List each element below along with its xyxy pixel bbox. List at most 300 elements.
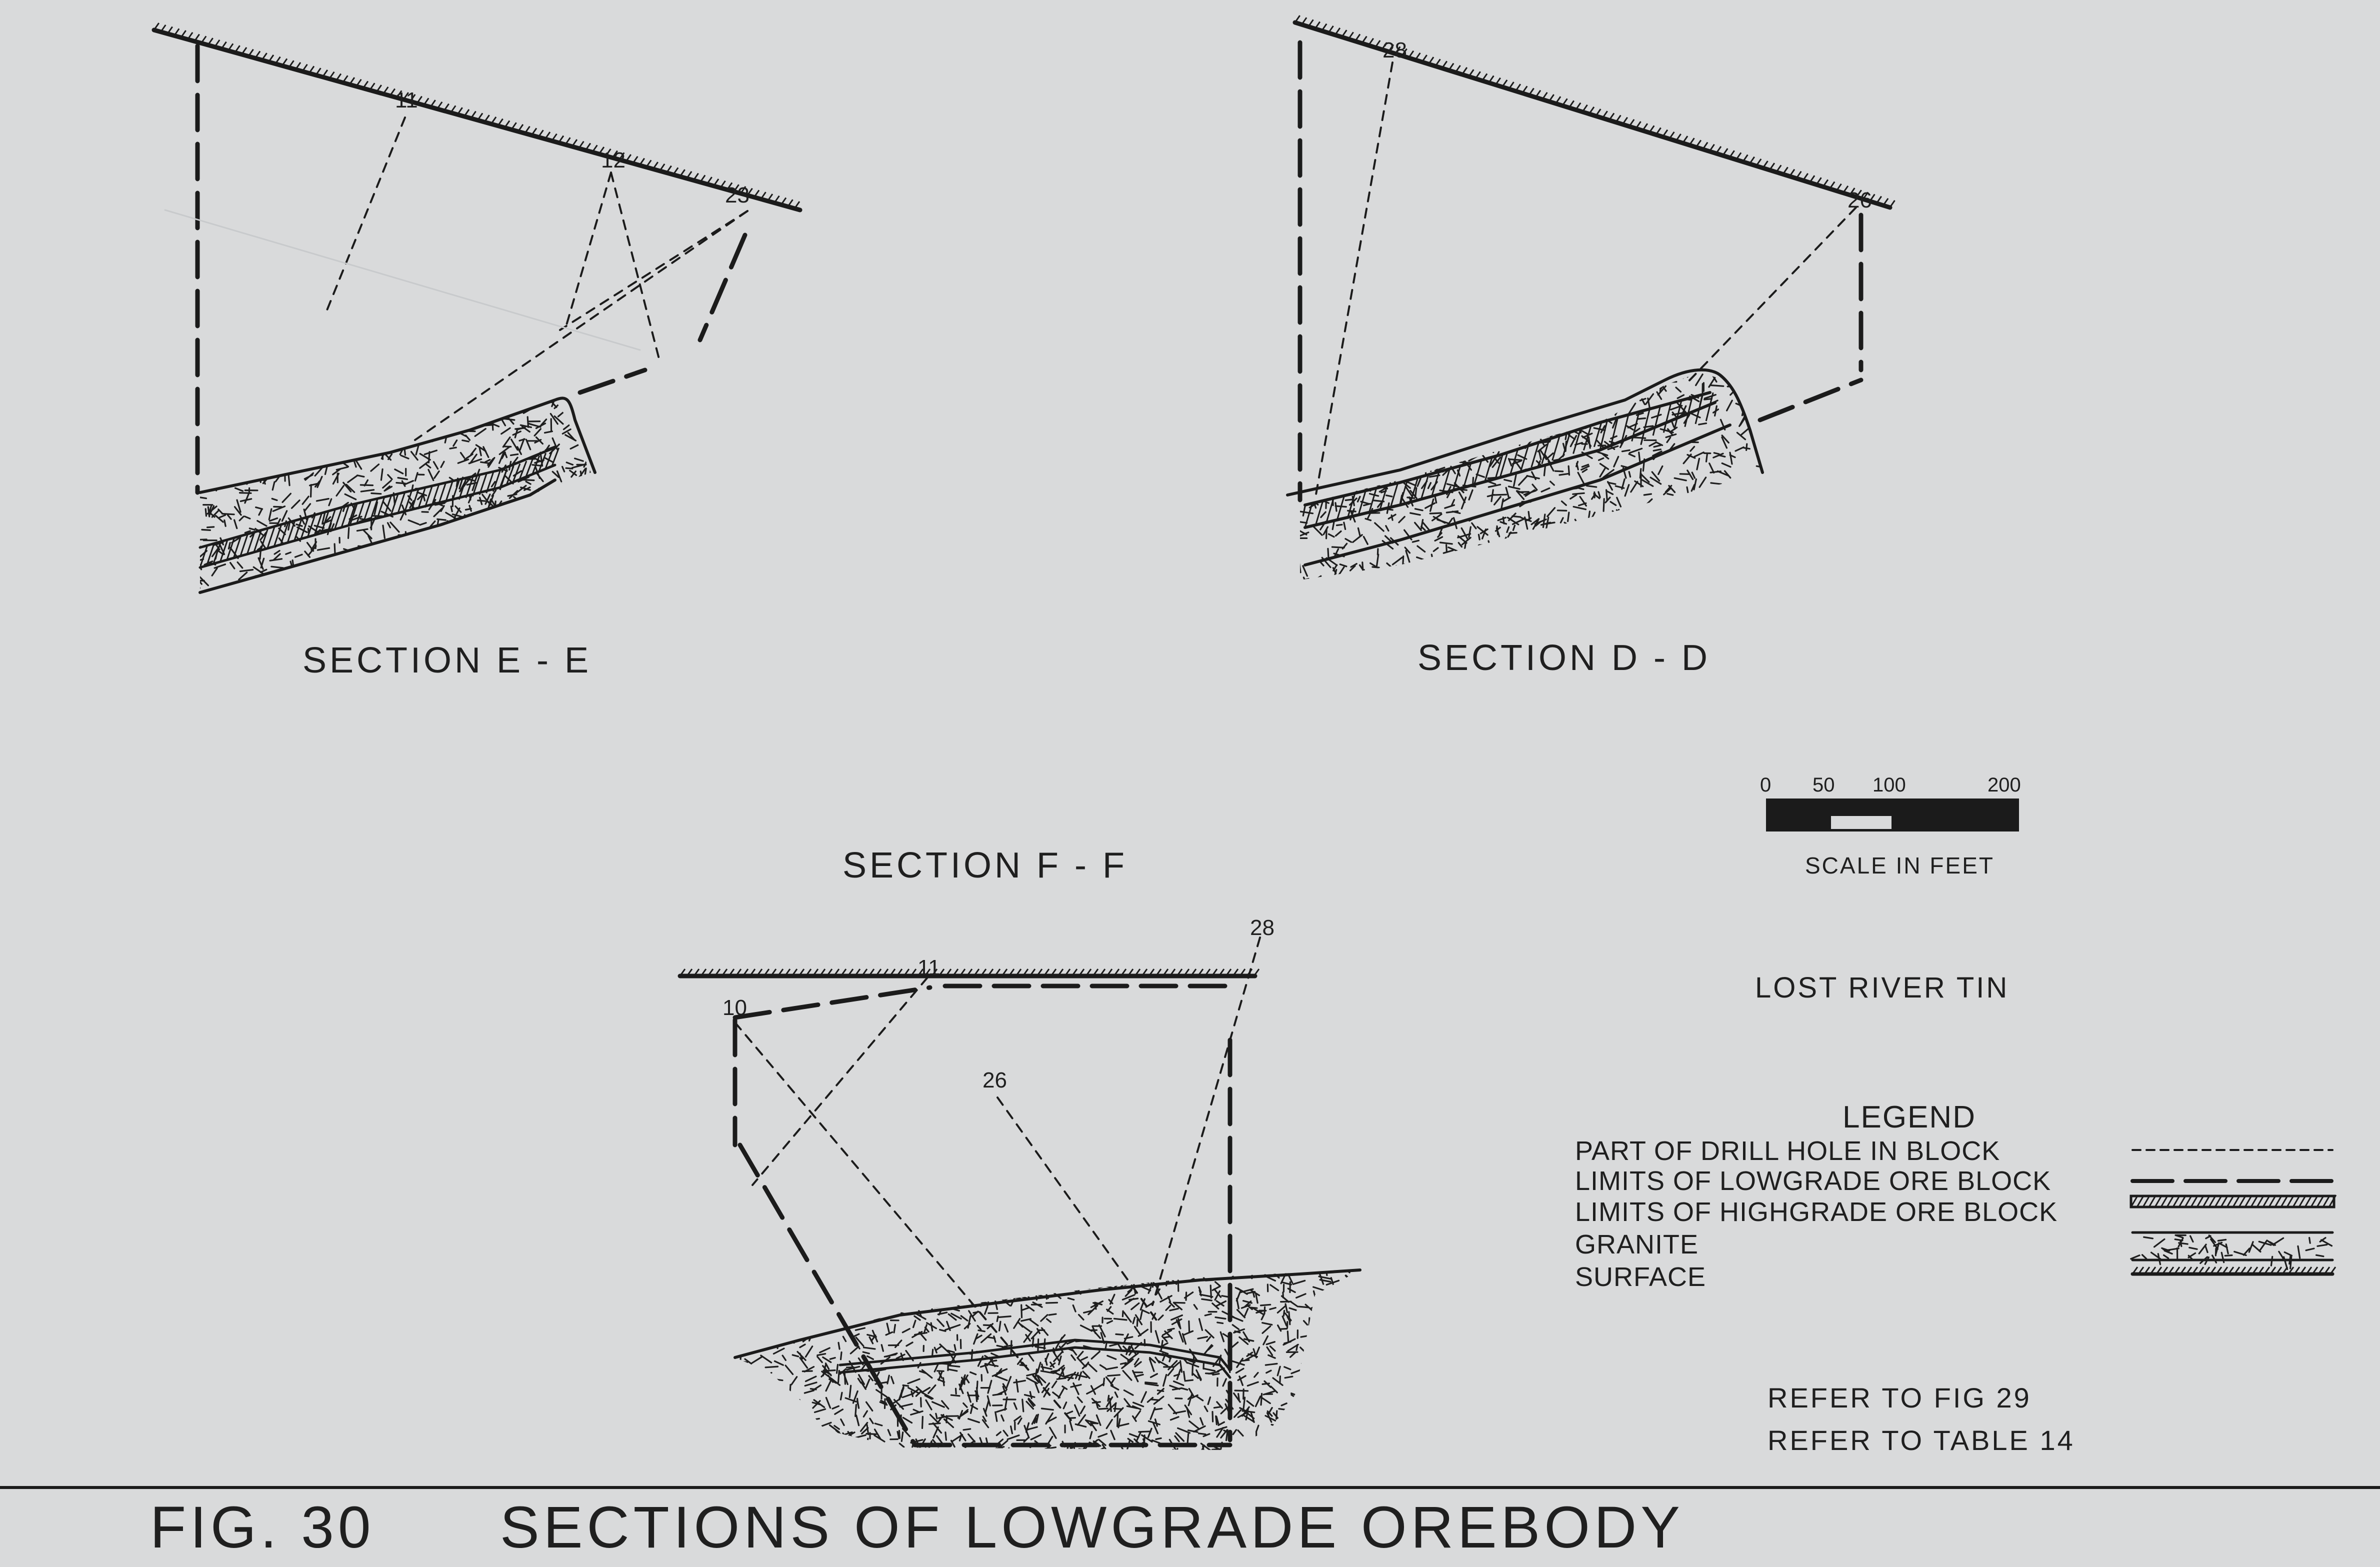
granite-mark xyxy=(974,1312,979,1313)
granite-mark xyxy=(1496,569,1503,571)
granite-mark xyxy=(1711,483,1722,484)
granite-mark xyxy=(588,413,592,422)
granite-mark xyxy=(228,453,239,458)
granite-mark xyxy=(1561,567,1569,577)
highgrade-hatch xyxy=(1474,461,1482,484)
granite-mark xyxy=(1532,581,1542,584)
granite-mark xyxy=(314,457,322,462)
granite-mark xyxy=(492,574,501,577)
granite-mark xyxy=(1356,462,1362,470)
granite-mark xyxy=(1688,543,1696,554)
granite-mark xyxy=(1456,576,1464,577)
granite-mark xyxy=(1528,512,1530,520)
granite-mark xyxy=(1302,1364,1306,1374)
granite-mark xyxy=(240,570,252,572)
granite-mark xyxy=(803,1432,809,1434)
granite-mark xyxy=(1006,1270,1018,1275)
granite-mark xyxy=(766,1451,777,1453)
granite-mark xyxy=(1301,1335,1312,1337)
highgrade-hatch xyxy=(268,528,274,548)
granite-mark xyxy=(280,432,284,443)
granite-mark xyxy=(1076,1278,1078,1290)
granite-mark xyxy=(1354,1374,1356,1379)
granite-mark xyxy=(740,1442,742,1450)
granite-mark xyxy=(1348,391,1360,394)
granite-mark xyxy=(1350,1437,1357,1441)
granite-mark xyxy=(922,1388,930,1392)
granite-mark xyxy=(782,1446,794,1448)
granite-mark xyxy=(1317,448,1322,458)
granite-mark xyxy=(968,1286,976,1290)
granite-mark xyxy=(1035,1370,1036,1379)
granite-mark xyxy=(774,1361,783,1365)
granite-mark xyxy=(512,527,518,538)
granite-mark xyxy=(808,1314,814,1323)
granite-mark xyxy=(1587,486,1596,488)
granite-mark xyxy=(1026,1423,1029,1432)
granite-mark xyxy=(982,1289,986,1292)
granite-mark xyxy=(1409,580,1416,584)
granite-mark xyxy=(503,438,510,447)
granite-mark xyxy=(426,432,432,436)
granite-mark xyxy=(1335,1300,1338,1306)
granite-mark xyxy=(966,1296,968,1302)
granite-mark xyxy=(1352,1274,1358,1278)
granite-mark xyxy=(777,1413,787,1418)
granite-mark xyxy=(1364,1312,1370,1314)
granite-mark xyxy=(1302,1362,1314,1364)
granite-mark xyxy=(818,1354,826,1356)
granite-mark xyxy=(1061,1451,1071,1454)
granite-mark xyxy=(756,1443,760,1454)
section-d-d xyxy=(1288,16,1895,678)
granite-mark xyxy=(1544,466,1545,476)
granite-mark xyxy=(314,402,322,408)
granite-mark xyxy=(244,516,250,518)
granite-mark xyxy=(1600,468,1605,477)
granite-mark xyxy=(1156,1331,1159,1342)
granite-mark xyxy=(860,1278,862,1282)
granite-mark xyxy=(560,558,564,568)
granite-mark xyxy=(938,1320,944,1326)
granite-mark xyxy=(1204,1345,1212,1355)
granite-mark xyxy=(1311,396,1321,401)
granite-mark xyxy=(1310,444,1320,448)
granite-mark xyxy=(1404,427,1413,428)
granite-mark xyxy=(1187,1408,1190,1418)
granite-mark xyxy=(1456,566,1469,570)
granite-mark xyxy=(1425,464,1426,475)
granite-mark xyxy=(734,1274,746,1278)
granite-mark xyxy=(1428,431,1432,436)
granite-mark xyxy=(1742,384,1748,394)
granite-mark xyxy=(742,1392,746,1402)
granite-mark xyxy=(1562,556,1568,558)
granite-mark xyxy=(522,394,533,397)
granite-mark xyxy=(1638,418,1645,420)
granite-mark xyxy=(1052,1382,1056,1388)
granite-mark xyxy=(1213,1374,1219,1375)
granite-mark xyxy=(755,1436,766,1442)
granite-mark xyxy=(251,436,258,446)
granite-mark xyxy=(547,499,556,504)
granite-mark xyxy=(908,1448,916,1452)
granite-mark xyxy=(517,591,524,593)
granite-mark xyxy=(1121,1354,1128,1360)
granite-mark xyxy=(512,552,518,560)
granite-mark xyxy=(259,510,262,515)
granite-mark xyxy=(881,1444,884,1452)
granite-mark xyxy=(1182,1388,1188,1390)
granite-mark xyxy=(919,1286,926,1291)
granite-mark xyxy=(855,1302,858,1314)
granite-mark xyxy=(1358,434,1360,444)
granite-mark xyxy=(408,520,418,524)
granite-mark xyxy=(1110,1266,1115,1271)
granite-mark xyxy=(1304,1321,1308,1325)
granite-mark xyxy=(578,400,581,405)
granite-mark xyxy=(1397,446,1398,454)
granite-mark xyxy=(1320,1301,1322,1310)
granite-mark xyxy=(1256,1348,1260,1354)
granite-mark xyxy=(1024,1395,1034,1398)
granite-mark xyxy=(1622,556,1624,562)
granite-mark xyxy=(1375,523,1384,531)
granite-mark xyxy=(1528,573,1538,580)
granite-mark xyxy=(948,1370,957,1371)
granite-mark xyxy=(1434,548,1438,552)
granite-mark xyxy=(516,582,526,586)
granite-mark xyxy=(1660,385,1661,391)
granite-mark xyxy=(296,584,306,586)
granite-mark xyxy=(1028,1427,1037,1430)
granite-mark xyxy=(896,1354,904,1358)
granite-mark xyxy=(790,1268,791,1278)
granite-mark xyxy=(523,535,531,542)
granite-mark xyxy=(1008,1436,1019,1440)
granite-mark xyxy=(756,1410,764,1420)
granite-mark xyxy=(354,461,356,466)
granite-mark xyxy=(1038,1265,1046,1268)
granite-mark xyxy=(1528,554,1532,567)
granite-mark xyxy=(1346,1306,1350,1312)
granite-mark xyxy=(1435,537,1442,541)
granite-mark xyxy=(1352,398,1358,406)
granite-mark xyxy=(1458,406,1464,408)
granite-mark xyxy=(1070,1421,1072,1430)
granite-mark xyxy=(1351,1346,1360,1355)
granite-mark xyxy=(864,1411,867,1416)
granite-mark xyxy=(1438,560,1447,562)
granite-mark xyxy=(382,594,386,598)
granite-mark xyxy=(334,590,342,598)
granite-mark xyxy=(773,1451,779,1452)
granite-mark xyxy=(1068,1288,1074,1290)
granite-mark xyxy=(1300,512,1313,514)
granite-mark xyxy=(826,1278,835,1284)
granite-mark xyxy=(472,546,474,557)
granite-mark xyxy=(530,535,534,538)
granite-mark xyxy=(1558,510,1566,511)
granite-mark xyxy=(1319,1374,1326,1375)
granite-mark xyxy=(1472,564,1478,565)
granite-mark xyxy=(1003,1288,1006,1296)
granite-mark xyxy=(730,1266,732,1274)
granite-mark xyxy=(292,500,300,508)
granite-mark xyxy=(1348,1297,1354,1302)
granite-mark xyxy=(1636,551,1638,558)
granite-mark xyxy=(1308,1374,1314,1384)
granite-mark xyxy=(296,424,298,431)
granite-mark xyxy=(246,432,248,438)
granite-mark xyxy=(984,1285,990,1296)
granite-mark xyxy=(902,1329,910,1332)
granite-mark xyxy=(1575,520,1580,528)
granite-mark xyxy=(1190,1268,1200,1274)
granite-mark xyxy=(892,1284,898,1292)
legend-item-drill-hole: PART OF DRILL HOLE IN BLOCK xyxy=(1575,1136,2000,1166)
granite-mark xyxy=(744,1429,748,1435)
granite-mark xyxy=(1662,540,1668,546)
granite-mark xyxy=(1744,390,1746,400)
granite-mark xyxy=(364,550,374,557)
granite-mark xyxy=(1485,388,1491,389)
granite-mark xyxy=(978,1330,985,1332)
granite-mark xyxy=(1320,1273,1324,1284)
granite-mark xyxy=(806,1298,812,1299)
granite-mark xyxy=(240,493,252,494)
granite-mark xyxy=(1445,505,1454,508)
granite-mark xyxy=(926,1400,932,1410)
granite-mark xyxy=(282,586,289,588)
granite-mark xyxy=(840,1272,844,1284)
granite-mark xyxy=(1557,529,1558,538)
granite-mark xyxy=(818,1314,822,1324)
granite-mark xyxy=(1350,1308,1358,1314)
granite-mark xyxy=(1617,536,1624,540)
granite-mark xyxy=(1472,372,1474,379)
granite-mark xyxy=(1372,567,1379,568)
granite-mark xyxy=(484,447,488,458)
granite-mark xyxy=(1511,416,1512,421)
granite-mark xyxy=(1364,441,1366,446)
surface-tick xyxy=(1890,200,1895,208)
granite-mark xyxy=(366,564,368,576)
granite-mark xyxy=(1108,1396,1109,1401)
granite-mark xyxy=(426,464,430,468)
granite-mark xyxy=(1107,1321,1112,1324)
granite-mark xyxy=(930,1280,932,1292)
granite-mark xyxy=(1042,1364,1044,1370)
granite-mark xyxy=(772,1428,779,1432)
granite-mark xyxy=(1140,1312,1142,1320)
granite-mark xyxy=(1266,1370,1271,1373)
granite-mark xyxy=(421,567,426,572)
granite-mark xyxy=(252,414,254,419)
granite-mark xyxy=(760,1325,762,1332)
granite-mark xyxy=(1428,564,1432,568)
granite-mark xyxy=(1218,1422,1224,1425)
granite-mark xyxy=(553,484,562,488)
granite-mark xyxy=(880,1300,888,1304)
granite-mark xyxy=(1683,496,1684,506)
granite-mark xyxy=(276,441,282,446)
granite-mark xyxy=(1350,387,1357,395)
granite-mark xyxy=(1344,522,1346,530)
granite-mark xyxy=(1622,572,1627,575)
granite-mark xyxy=(1261,1394,1262,1405)
granite-mark xyxy=(1403,556,1404,568)
granite-mark xyxy=(1358,1416,1359,1420)
granite-mark xyxy=(1682,574,1685,578)
granite-mark xyxy=(312,578,317,584)
granite-mark xyxy=(959,1452,969,1459)
granite-mark xyxy=(214,438,218,440)
granite-mark xyxy=(1364,452,1366,457)
granite-mark xyxy=(1410,420,1418,426)
granite-mark xyxy=(905,1298,910,1310)
granite-mark xyxy=(1006,1377,1011,1389)
granite-mark xyxy=(1631,482,1638,492)
granite-mark xyxy=(1089,1364,1096,1372)
granite-mark xyxy=(373,424,378,432)
granite-mark xyxy=(1562,502,1566,506)
granite-mark xyxy=(1723,507,1727,514)
granite-mark xyxy=(780,1310,785,1320)
granite-mark xyxy=(1309,1318,1310,1325)
granite-mark xyxy=(1236,1272,1242,1274)
granite-mark xyxy=(1458,543,1462,547)
granite-mark xyxy=(488,406,498,413)
granite-mark xyxy=(744,1445,754,1446)
granite-mark xyxy=(977,1290,986,1296)
granite-mark xyxy=(1628,368,1630,374)
granite-mark xyxy=(1210,1286,1211,1298)
granite-mark xyxy=(1670,566,1678,570)
granite-mark xyxy=(806,1300,810,1308)
granite-mark xyxy=(980,1302,986,1303)
granite-mark xyxy=(470,506,472,511)
granite-mark xyxy=(1233,1266,1237,1272)
granite-mark xyxy=(1351,483,1356,487)
granite-mark xyxy=(875,1424,882,1426)
granite-mark xyxy=(593,582,594,588)
granite-mark xyxy=(1270,1308,1276,1310)
granite-mark xyxy=(1590,512,1595,522)
granite-mark xyxy=(1532,484,1537,490)
granite-mark xyxy=(1730,560,1734,566)
granite-mark xyxy=(1482,372,1488,379)
granite-mark xyxy=(1310,1425,1316,1427)
granite-mark xyxy=(764,1329,772,1334)
granite-mark xyxy=(1098,1276,1104,1279)
granite-mark xyxy=(843,1336,846,1341)
granite-mark xyxy=(1654,450,1660,451)
granite-mark xyxy=(406,566,418,570)
granite-mark xyxy=(1176,1398,1182,1399)
granite-mark xyxy=(798,1296,800,1306)
granite-mark xyxy=(1724,532,1728,535)
granite-mark xyxy=(1554,572,1559,581)
granite-mark xyxy=(1166,1306,1170,1310)
granite-mark xyxy=(1666,568,1672,576)
granite-mark xyxy=(1138,1274,1145,1278)
granite-mark xyxy=(1498,572,1506,580)
granite-mark xyxy=(1462,528,1468,539)
granite-mark xyxy=(438,562,443,572)
granite-mark xyxy=(1133,1318,1134,1324)
granite-mark xyxy=(476,574,482,578)
granite-mark xyxy=(398,478,407,480)
highgrade-hatch xyxy=(1653,407,1660,436)
granite-mark xyxy=(388,568,389,574)
granite-mark xyxy=(1297,441,1298,448)
granite-mark xyxy=(1314,582,1318,593)
granite-mark xyxy=(931,1323,932,1330)
granite-mark xyxy=(359,574,360,581)
granite-mark xyxy=(1418,546,1425,552)
granite-mark xyxy=(518,548,526,550)
granite-mark xyxy=(1193,1374,1198,1378)
granite-mark xyxy=(746,1395,754,1400)
granite-mark xyxy=(1369,397,1371,403)
granite-mark xyxy=(1752,576,1759,581)
granite-mark xyxy=(940,1288,946,1294)
granite-mark xyxy=(1134,1402,1144,1406)
granite-mark xyxy=(350,558,355,565)
granite-mark xyxy=(2144,1237,2153,1238)
granite-mark xyxy=(1440,374,1444,384)
granite-mark xyxy=(1672,528,1684,531)
granite-mark xyxy=(740,1410,750,1412)
granite-mark xyxy=(496,526,500,530)
granite-mark xyxy=(326,450,334,452)
granite-mark xyxy=(806,1295,810,1298)
granite-mark xyxy=(586,487,594,490)
granite-mark xyxy=(1351,1414,1354,1421)
granite-mark xyxy=(1272,1424,1282,1428)
granite-mark xyxy=(282,511,286,521)
granite-mark xyxy=(1400,564,1404,570)
granite-mark xyxy=(389,579,390,587)
granite-mark xyxy=(1236,1368,1244,1373)
granite-mark xyxy=(226,590,236,597)
granite-mark xyxy=(1338,1314,1342,1326)
granite-mark xyxy=(260,438,270,442)
granite-mark xyxy=(1330,1372,1338,1377)
granite-mark xyxy=(964,1403,967,1407)
granite-mark xyxy=(1273,1378,1282,1385)
granite-mark xyxy=(1518,406,1530,408)
granite-mark xyxy=(1758,534,1759,544)
granite-mark xyxy=(554,504,562,508)
granite-mark xyxy=(1428,438,1432,448)
granite-mark xyxy=(275,464,285,468)
granite-mark xyxy=(1612,368,1622,370)
granite-mark xyxy=(1731,532,1736,536)
granite-mark xyxy=(1038,1362,1040,1372)
legend-item-granite: GRANITE xyxy=(1575,1230,1699,1260)
granite-mark xyxy=(1650,512,1654,513)
granite-mark xyxy=(1125,1272,1130,1274)
granite-mark xyxy=(854,1435,866,1438)
granite-mark xyxy=(1320,1376,1321,1388)
granite-mark xyxy=(911,1308,918,1310)
granite-mark xyxy=(764,1274,768,1280)
granite-mark xyxy=(1256,1266,1258,1272)
granite-mark xyxy=(1197,1396,1203,1400)
granite-mark xyxy=(1328,1300,1331,1308)
